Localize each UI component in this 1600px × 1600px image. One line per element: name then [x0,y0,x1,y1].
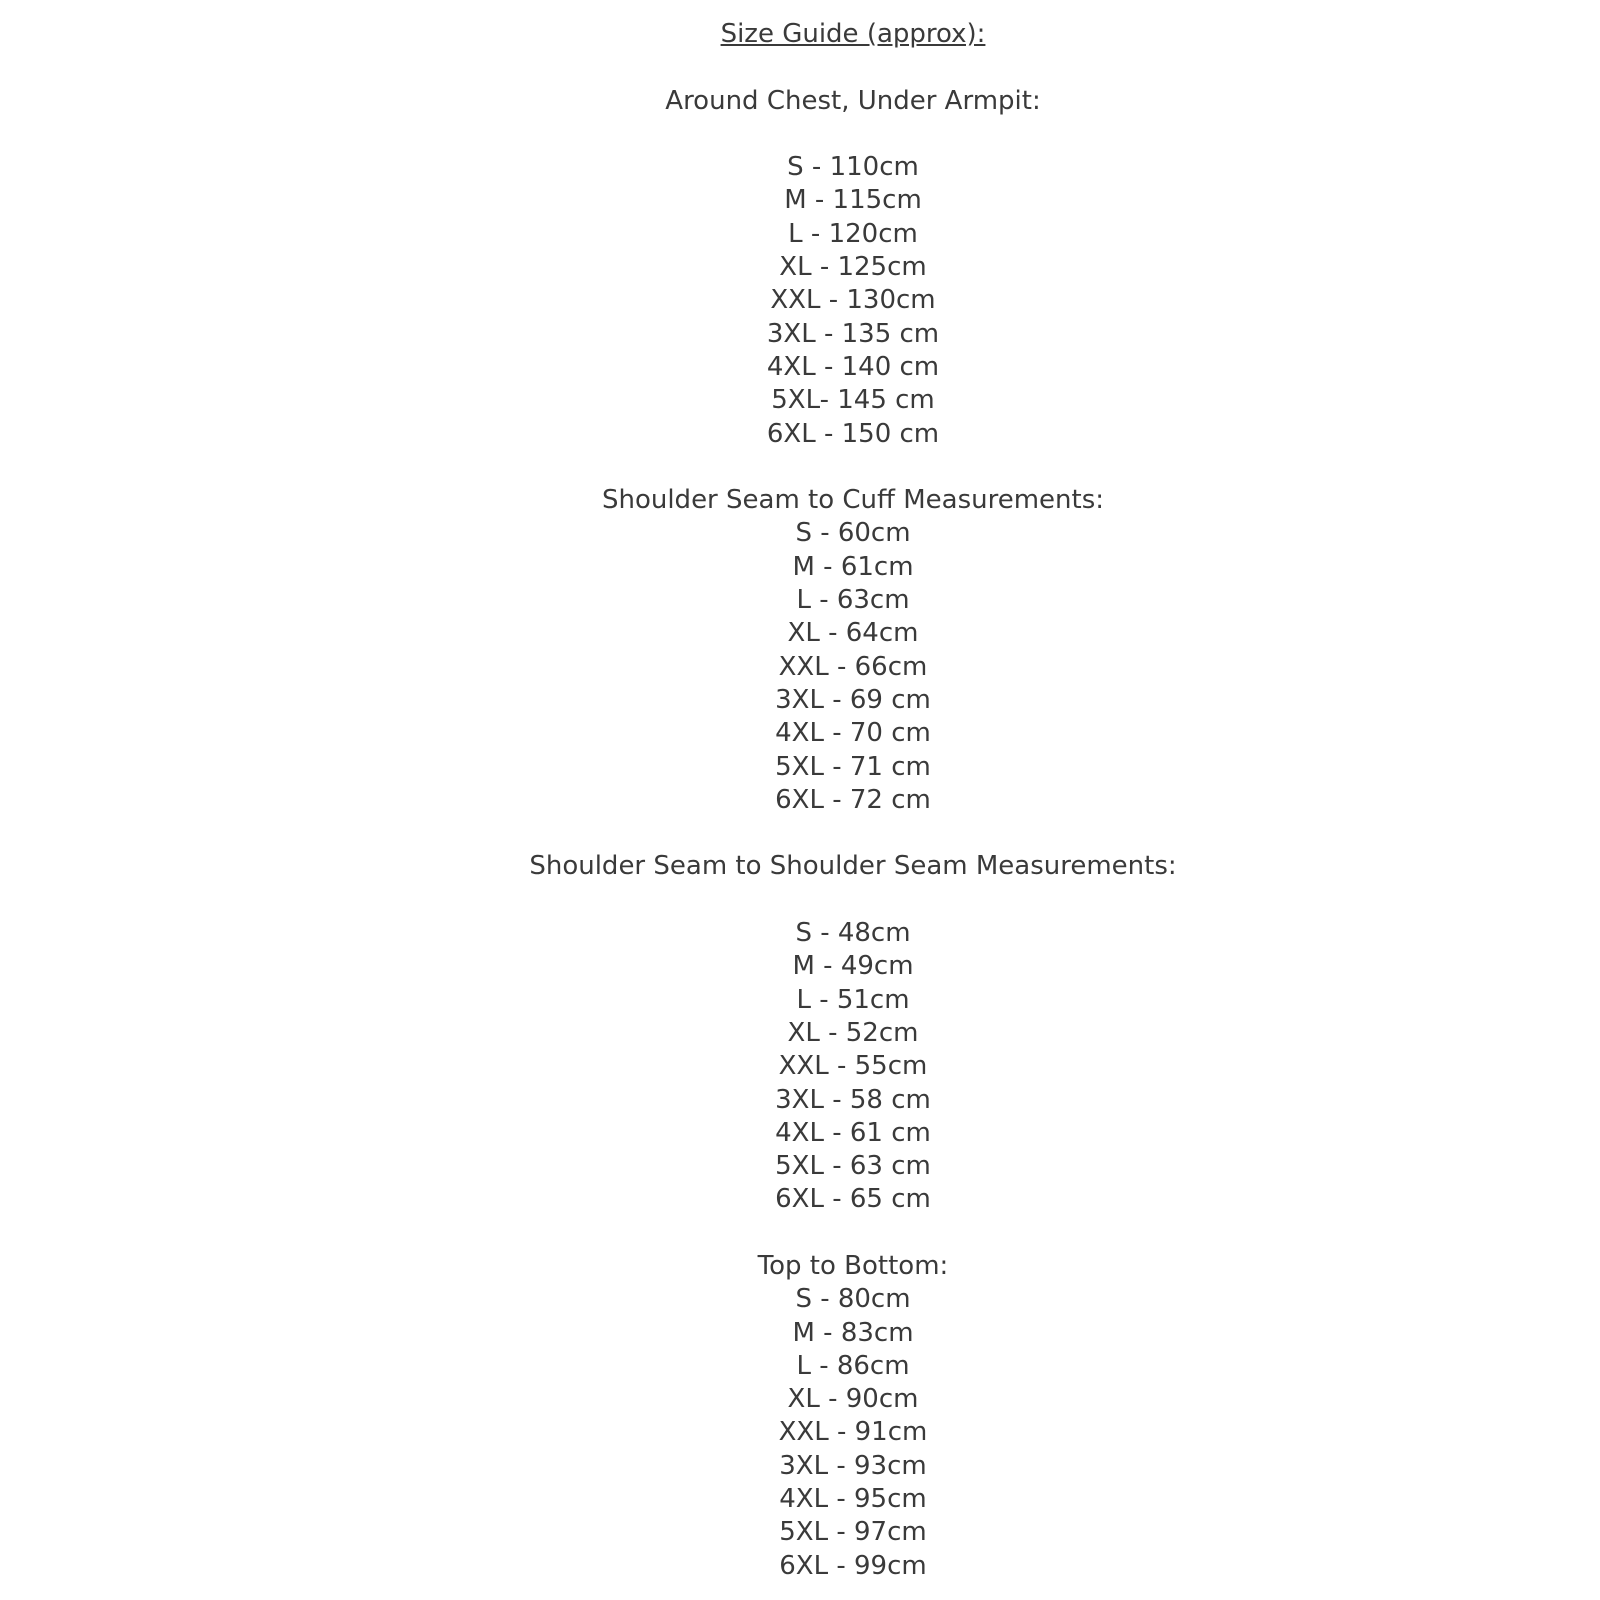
blank-line [53,118,1600,151]
size-line: 3XL - 58 cm [775,1084,931,1115]
size-section [53,850,1600,1216]
size-line: 4XL - 140 cm [766,351,940,382]
size-line: L - 86cm [796,1350,910,1381]
size-line: M - 61cm [792,551,914,582]
size-line: M - 83cm [792,1317,914,1348]
blank-line [53,1217,1600,1250]
blank-line [53,817,1600,850]
size-line: XXL - 55cm [778,1051,928,1082]
size-line: XL - 90cm [787,1384,919,1415]
size-line: XL - 52cm [787,1017,919,1048]
size-line: XL - 125cm [779,252,927,283]
size-guide-document [53,0,1600,1583]
size-line: XXL - 130cm [770,285,936,316]
size-line: 3XL - 135 cm [766,318,940,349]
size-line: 6XL - 65 cm [775,1184,931,1215]
size-line: 6XL - 150 cm [766,418,940,449]
size-line: 4XL - 70 cm [775,718,931,749]
section-heading: Top to Bottom: [757,1250,949,1281]
size-line: 5XL - 97cm [779,1517,927,1548]
size-line: 3XL - 69 cm [775,684,931,715]
size-line: XL - 64cm [787,618,919,649]
size-line: XXL - 66cm [778,651,928,682]
size-line: M - 115cm [784,185,922,216]
size-line: 5XL - 63 cm [775,1151,931,1182]
blank-line [53,451,1600,484]
size-line: 6XL - 72 cm [775,784,931,815]
size-section [53,484,1600,817]
size-line: 6XL - 99cm [779,1550,927,1581]
size-line: 5XL- 145 cm [771,385,935,416]
size-line: L - 51cm [796,984,910,1015]
size-line: S - 60cm [795,518,911,549]
size-line: M - 49cm [792,951,914,982]
sections-container [53,85,1600,1583]
section-heading: Around Chest, Under Armpit: [665,85,1041,116]
blank-line [53,51,1600,84]
size-line: L - 63cm [796,585,910,616]
size-line: 4XL - 61 cm [775,1117,931,1148]
size-line: XXL - 91cm [778,1417,928,1448]
size-line: 4XL - 95cm [779,1484,927,1515]
size-line: 3XL - 93cm [779,1450,927,1481]
blank-line [53,884,1600,917]
size-section [53,1250,1600,1583]
size-line: L - 120cm [788,218,918,249]
section-heading: Shoulder Seam to Shoulder Seam Measurements: [529,851,1177,882]
size-section [53,85,1600,451]
size-line: S - 80cm [795,1284,911,1315]
page-title: Size Guide (approx): [720,19,986,49]
size-line: S - 110cm [787,152,919,183]
size-line: S - 48cm [795,918,911,949]
section-heading: Shoulder Seam to Cuff Measurements: [601,485,1105,516]
size-line: 5XL - 71 cm [775,751,931,782]
